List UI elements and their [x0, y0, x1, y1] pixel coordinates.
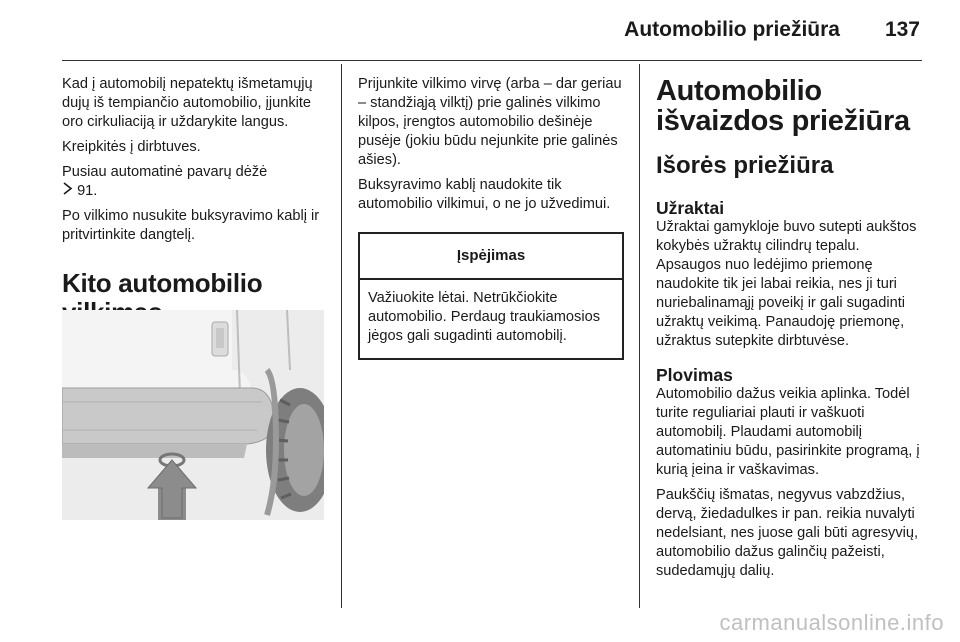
- rear-bumper-tow-eye-illustration: [62, 310, 324, 520]
- page-number: 137: [884, 18, 920, 41]
- page-reference-arrow-icon[interactable]: [62, 183, 73, 199]
- paragraph: Po vilkimo nusukite buksyravimo kablį ir pritvirtinkite dangtelį.: [62, 208, 320, 243]
- chapter-heading: Automobilio išvaizdos priežiūra: [656, 75, 910, 137]
- warning-body: Važiuokite lėtai. Netrūkčiokite automobilio. Perdaug traukiamosios jėgos gali sugadinti automobilį.: [368, 290, 601, 344]
- paragraph: Automobilio dažus veikia aplinka. Todėl turite reguliariai plauti ir vaškuoti automobilį. Plaudami automobilį automatiniu būdu, pasirinkite programą, į kurią įeina ir vaškavimas.: [656, 386, 920, 478]
- column-divider-left: [341, 64, 342, 608]
- subsection-heading: Plovimas: [656, 365, 733, 385]
- watermark: carmanualsonline.info: [719, 610, 944, 635]
- page-title: Automobilio priežiūra: [624, 18, 840, 41]
- section-heading: Kito automobilio: [62, 268, 263, 298]
- paragraph-text: Pusiau automatinė pavarų dėžė: [62, 164, 268, 180]
- paragraph: Paukščių išmatas, negyvus vabzdžius, dervą, žiedadulkes ir pan. reikia nuvalyti nedelsiant, nes juose gali būti agresyvių, automobilio dažus galinčių pažeisti, sudedamųjų dalių.: [656, 487, 919, 579]
- paragraph: Kad į automobilį nepatektų išmetamųjų dujų iš tempiančio automobilio, įjunkite oro cirkuliaciją ir uždarykite langus.: [62, 76, 313, 130]
- subsection-heading: Užraktai: [656, 198, 725, 218]
- paragraph: Užraktai gamykloje buvo sutepti aukštos kokybės užraktų cilindrų tepalu. Apsaugos nuo ledėjimo priemonę naudokite tik jei labai reikia, nes ji turi nuriebalinamąjį poveikį ir gali sugadinti užraktų veikimą. Panaudoję priemonę, užraktus sutepkite dirbtuvėse.: [656, 219, 917, 349]
- column-middle: [358, 75, 624, 220]
- column-divider-right: [639, 64, 640, 608]
- paragraph: [62, 163, 330, 201]
- paragraph: Prijunkite vilkimo virvę (arba – dar geriau – standžiąją vilktį) prie galinės vilkimo kilpos, įrengtos automobilio dešinėje pusėje (jokiu būdu nejunkite prie galinės ašies).: [358, 76, 622, 168]
- warning-title: Įspėjimas: [360, 234, 622, 280]
- column-right: [656, 76, 924, 587]
- section-heading: Išorės priežiūra: [656, 152, 834, 179]
- paragraph: Buksyravimo kablį naudokite tik automobilio vilkimui, o ne jo užvedimui.: [358, 177, 611, 212]
- page-header: [62, 14, 922, 46]
- page-reference-link[interactable]: 91.: [77, 183, 98, 199]
- header-rule: [62, 60, 922, 61]
- warning-box: [358, 232, 624, 360]
- paragraph: Kreipkitės į dirbtuves.: [62, 139, 201, 155]
- towing-illustration: [62, 310, 324, 520]
- column-left: [62, 75, 330, 341]
